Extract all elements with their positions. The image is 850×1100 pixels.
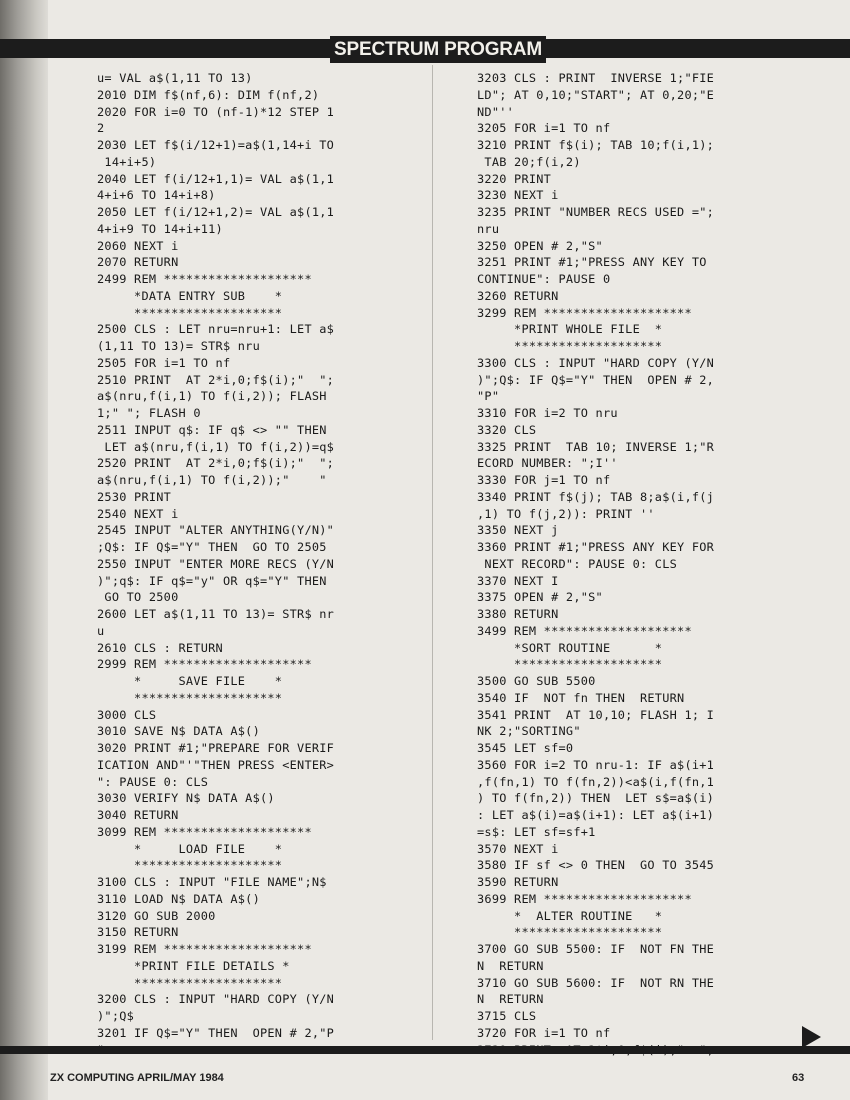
program-listing-right-column <box>477 70 782 1058</box>
code-line: 2511 INPUT q$: IF q$ <> "" THEN <box>97 422 327 437</box>
code-line: 2020 FOR i=0 TO (nf-1)*12 STEP 1 <box>97 104 335 119</box>
code-line: 3590 RETURN <box>477 875 559 889</box>
code-line: 2610 CLS : RETURN <box>97 640 223 655</box>
code-line: 2050 LET f(i/12+1,2)= VAL a$(1,1 <box>97 205 335 219</box>
code-line: 3499 REM ******************** <box>477 623 692 638</box>
code-line: 3320 CLS <box>477 422 537 437</box>
code-line: 2060 NEXT i <box>97 238 179 253</box>
code-line: ,1) TO f(j,2)): PRINT '' <box>477 506 655 521</box>
code-line: 2545 INPUT "ALTER ANYTHING(Y/N)" <box>97 523 335 538</box>
code-line: a$(nru,f(i,1) TO f(i,2)); FLASH <box>97 389 327 404</box>
code-line: 3210 PRINT f$(i); TAB 10;f(i,1); <box>477 138 715 152</box>
code-line: 3699 REM ******************** <box>477 891 692 906</box>
code-line: 2600 LET a$(1,11 TO 13)= STR$ nr <box>97 607 335 621</box>
code-line: 3370 NEXT I <box>477 573 559 588</box>
code-line: )";q$: IF q$="y" OR q$="Y" THEN <box>97 573 327 588</box>
code-line: N RETURN <box>477 958 544 973</box>
code-line: 3230 NEXT i <box>477 188 559 203</box>
code-line: 3200 CLS : INPUT "HARD COPY (Y/N <box>97 992 335 1007</box>
code-line: 3203 CLS : PRINT INVERSE 1;"FIE <box>477 71 715 85</box>
code-line: ) TO f(fn,2)) THEN LET s$=a$(i) <box>477 791 715 806</box>
code-line: 3299 REM ******************** <box>477 305 692 320</box>
code-line: 2540 NEXT i <box>97 506 179 521</box>
code-line: 2499 REM ******************** <box>97 272 312 286</box>
code-line: 14+i+5) <box>97 154 157 169</box>
code-line: "P" <box>477 389 500 404</box>
code-line: 3040 RETURN <box>97 808 179 822</box>
code-line: N RETURN <box>477 992 544 1007</box>
code-line: ": PAUSE 0: CLS <box>97 774 209 789</box>
code-line: =s$: LET sf=sf+1 <box>477 824 596 839</box>
code-line: TAB 20;f(i,2) <box>477 154 581 169</box>
code-line: 3150 RETURN <box>97 925 179 940</box>
code-line: 3580 IF sf <> 0 THEN GO TO 3545 <box>477 858 715 873</box>
code-line: ******************** <box>97 690 283 705</box>
code-line: 3720 FOR i=1 TO nf <box>477 1025 611 1040</box>
code-line: ******************** <box>477 657 663 672</box>
code-line: ECORD NUMBER: ";I'' <box>477 456 618 471</box>
code-line: 2510 PRINT AT 2*i,0;f$(i);" "; <box>97 372 335 387</box>
code-line: ND"'' <box>477 104 515 119</box>
code-line: 2070 RETURN <box>97 255 179 270</box>
code-line: 3540 IF NOT fn THEN RETURN <box>477 690 685 705</box>
code-line: 3330 FOR j=1 TO nf <box>477 473 611 487</box>
code-line: 3300 CLS : INPUT "HARD COPY (Y/N <box>477 355 715 370</box>
code-line: *DATA ENTRY SUB * <box>97 288 283 303</box>
code-line: 3340 PRINT f$(j); TAB 8;a$(i,f(j <box>477 489 715 504</box>
code-line: * LOAD FILE * <box>97 841 283 856</box>
code-line: NK 2;"SORTING" <box>477 724 581 739</box>
code-line: 2 <box>97 121 105 136</box>
code-line: 3700 GO SUB 5500: IF NOT FN THE <box>477 942 715 956</box>
code-line: 2520 PRINT AT 2*i,0;f$(i);" "; <box>97 456 335 471</box>
code-line: 3350 NEXT j <box>477 523 559 538</box>
publication-name: ZX COMPUTING APRIL/MAY 1984 <box>50 1072 224 1084</box>
code-line: 3201 IF Q$="Y" THEN OPEN # 2,"P <box>97 1025 335 1040</box>
code-line: a$(nru,f(i,1) TO f(i,2));" " <box>97 473 327 487</box>
code-line: (1,11 TO 13)= STR$ nru <box>97 339 260 353</box>
code-line: 2530 PRINT <box>97 489 172 504</box>
code-line: 1;" "; FLASH 0 <box>97 406 201 420</box>
program-listing-left-column <box>97 70 402 1058</box>
code-line: 3030 VERIFY N$ DATA A$() <box>97 791 275 806</box>
code-line: ICATION AND"'"THEN PRESS <ENTER> <box>97 757 335 772</box>
section-header <box>330 36 546 63</box>
code-line: )";Q$ <box>97 1009 135 1023</box>
code-line: 3100 CLS : INPUT "FILE NAME";N$ <box>97 875 327 889</box>
page-number: 63 <box>792 1072 805 1084</box>
code-line: 4+i+9 TO 14+i+11) <box>97 221 223 236</box>
code-line: GO TO 2500 <box>97 590 179 605</box>
code-line: 3251 PRINT #1;"PRESS ANY KEY TO <box>477 255 707 270</box>
code-line: 3010 SAVE N$ DATA A$() <box>97 724 260 739</box>
code-line: *PRINT WHOLE FILE * <box>477 322 663 337</box>
code-line: CONTINUE": PAUSE 0 <box>477 272 611 286</box>
code-line: LET a$(nru,f(i,1) TO f(i,2))=q$ <box>97 439 335 454</box>
code-line: 3250 OPEN # 2,"S" <box>477 238 603 253</box>
code-line: nru <box>477 221 500 236</box>
code-line: * SAVE FILE * <box>97 674 283 688</box>
code-line: 2500 CLS : LET nru=nru+1: LET a$ <box>97 322 335 337</box>
code-line: 3120 GO SUB 2000 <box>97 908 216 923</box>
code-line: 3715 CLS <box>477 1009 537 1023</box>
code-line: ******************** <box>97 975 283 990</box>
code-line: LD"; AT 0,10;"START"; AT 0,20;"E <box>477 87 715 102</box>
code-line: 3541 PRINT AT 10,10; FLASH 1; I <box>477 707 715 722</box>
code-line: * ALTER ROUTINE * <box>477 908 663 923</box>
code-line: 3380 RETURN <box>477 607 559 621</box>
code-line: 2505 FOR i=1 TO nf <box>97 355 231 370</box>
code-line: )";Q$: IF Q$="Y" THEN OPEN # 2, <box>477 372 715 387</box>
code-line: NEXT RECORD": PAUSE 0: CLS <box>477 556 678 571</box>
code-line: ******************** <box>477 925 663 940</box>
code-line: u= VAL a$(1,11 TO 13) <box>97 71 253 85</box>
code-line: 3325 PRINT TAB 10; INVERSE 1;"R <box>477 439 715 454</box>
continue-arrow-icon <box>802 1026 821 1048</box>
code-line: *SORT ROUTINE * <box>477 640 663 655</box>
code-line: *PRINT FILE DETAILS * <box>97 958 290 973</box>
footer-rule <box>0 1046 850 1054</box>
code-line: ******************** <box>477 339 663 353</box>
code-line: ,f(fn,1) TO f(fn,2))<a$(i,f(fn,1 <box>477 774 715 789</box>
code-line: 2550 INPUT "ENTER MORE RECS (Y/N <box>97 556 335 571</box>
code-line: ;Q$: IF Q$="Y" THEN GO TO 2505 <box>97 540 327 554</box>
code-line: 3710 GO SUB 5600: IF NOT RN THE <box>477 975 715 990</box>
code-line: 2010 DIM f$(nf,6): DIM f(nf,2) <box>97 87 320 102</box>
code-line: 2999 REM ******************** <box>97 657 312 672</box>
code-line: 2040 LET f(i/12+1,1)= VAL a$(1,1 <box>97 171 335 186</box>
code-line: 3205 FOR i=1 TO nf <box>477 121 611 136</box>
code-line: 3099 REM ******************** <box>97 824 312 839</box>
code-line: 3310 FOR i=2 TO nru <box>477 406 618 420</box>
code-line: 3235 PRINT "NUMBER RECS USED ="; <box>477 205 715 219</box>
code-line: ******************** <box>97 305 283 320</box>
code-line: 3500 GO SUB 5500 <box>477 674 596 688</box>
code-line: 3360 PRINT #1;"PRESS ANY KEY FOR <box>477 540 715 554</box>
code-line: 4+i+6 TO 14+i+8) <box>97 188 216 203</box>
code-line: 3000 CLS <box>97 707 157 722</box>
code-line: 3570 NEXT i <box>477 841 559 856</box>
code-line: 3375 OPEN # 2,"S" <box>477 590 603 605</box>
code-line: 3110 LOAD N$ DATA A$() <box>97 891 260 906</box>
code-line: ******************** <box>97 858 283 873</box>
code-line: 3020 PRINT #1;"PREPARE FOR VERIF <box>97 741 335 755</box>
code-line: 3260 RETURN <box>477 288 559 303</box>
code-line: : LET a$(i)=a$(i+1): LET a$(i+1) <box>477 808 715 822</box>
code-line: u <box>97 623 105 638</box>
code-line: 3545 LET sf=0 <box>477 741 574 755</box>
column-divider <box>432 65 433 1040</box>
section-title: SPECTRUM PROGRAM <box>334 38 542 60</box>
code-line: 3199 REM ******************** <box>97 942 312 956</box>
binding-gutter <box>0 0 48 1100</box>
code-line: 3560 FOR i=2 TO nru-1: IF a$(i+1 <box>477 757 715 772</box>
code-line: 2030 LET f$(i/12+1)=a$(1,14+i TO <box>97 138 335 152</box>
code-line: 3220 PRINT <box>477 171 552 186</box>
